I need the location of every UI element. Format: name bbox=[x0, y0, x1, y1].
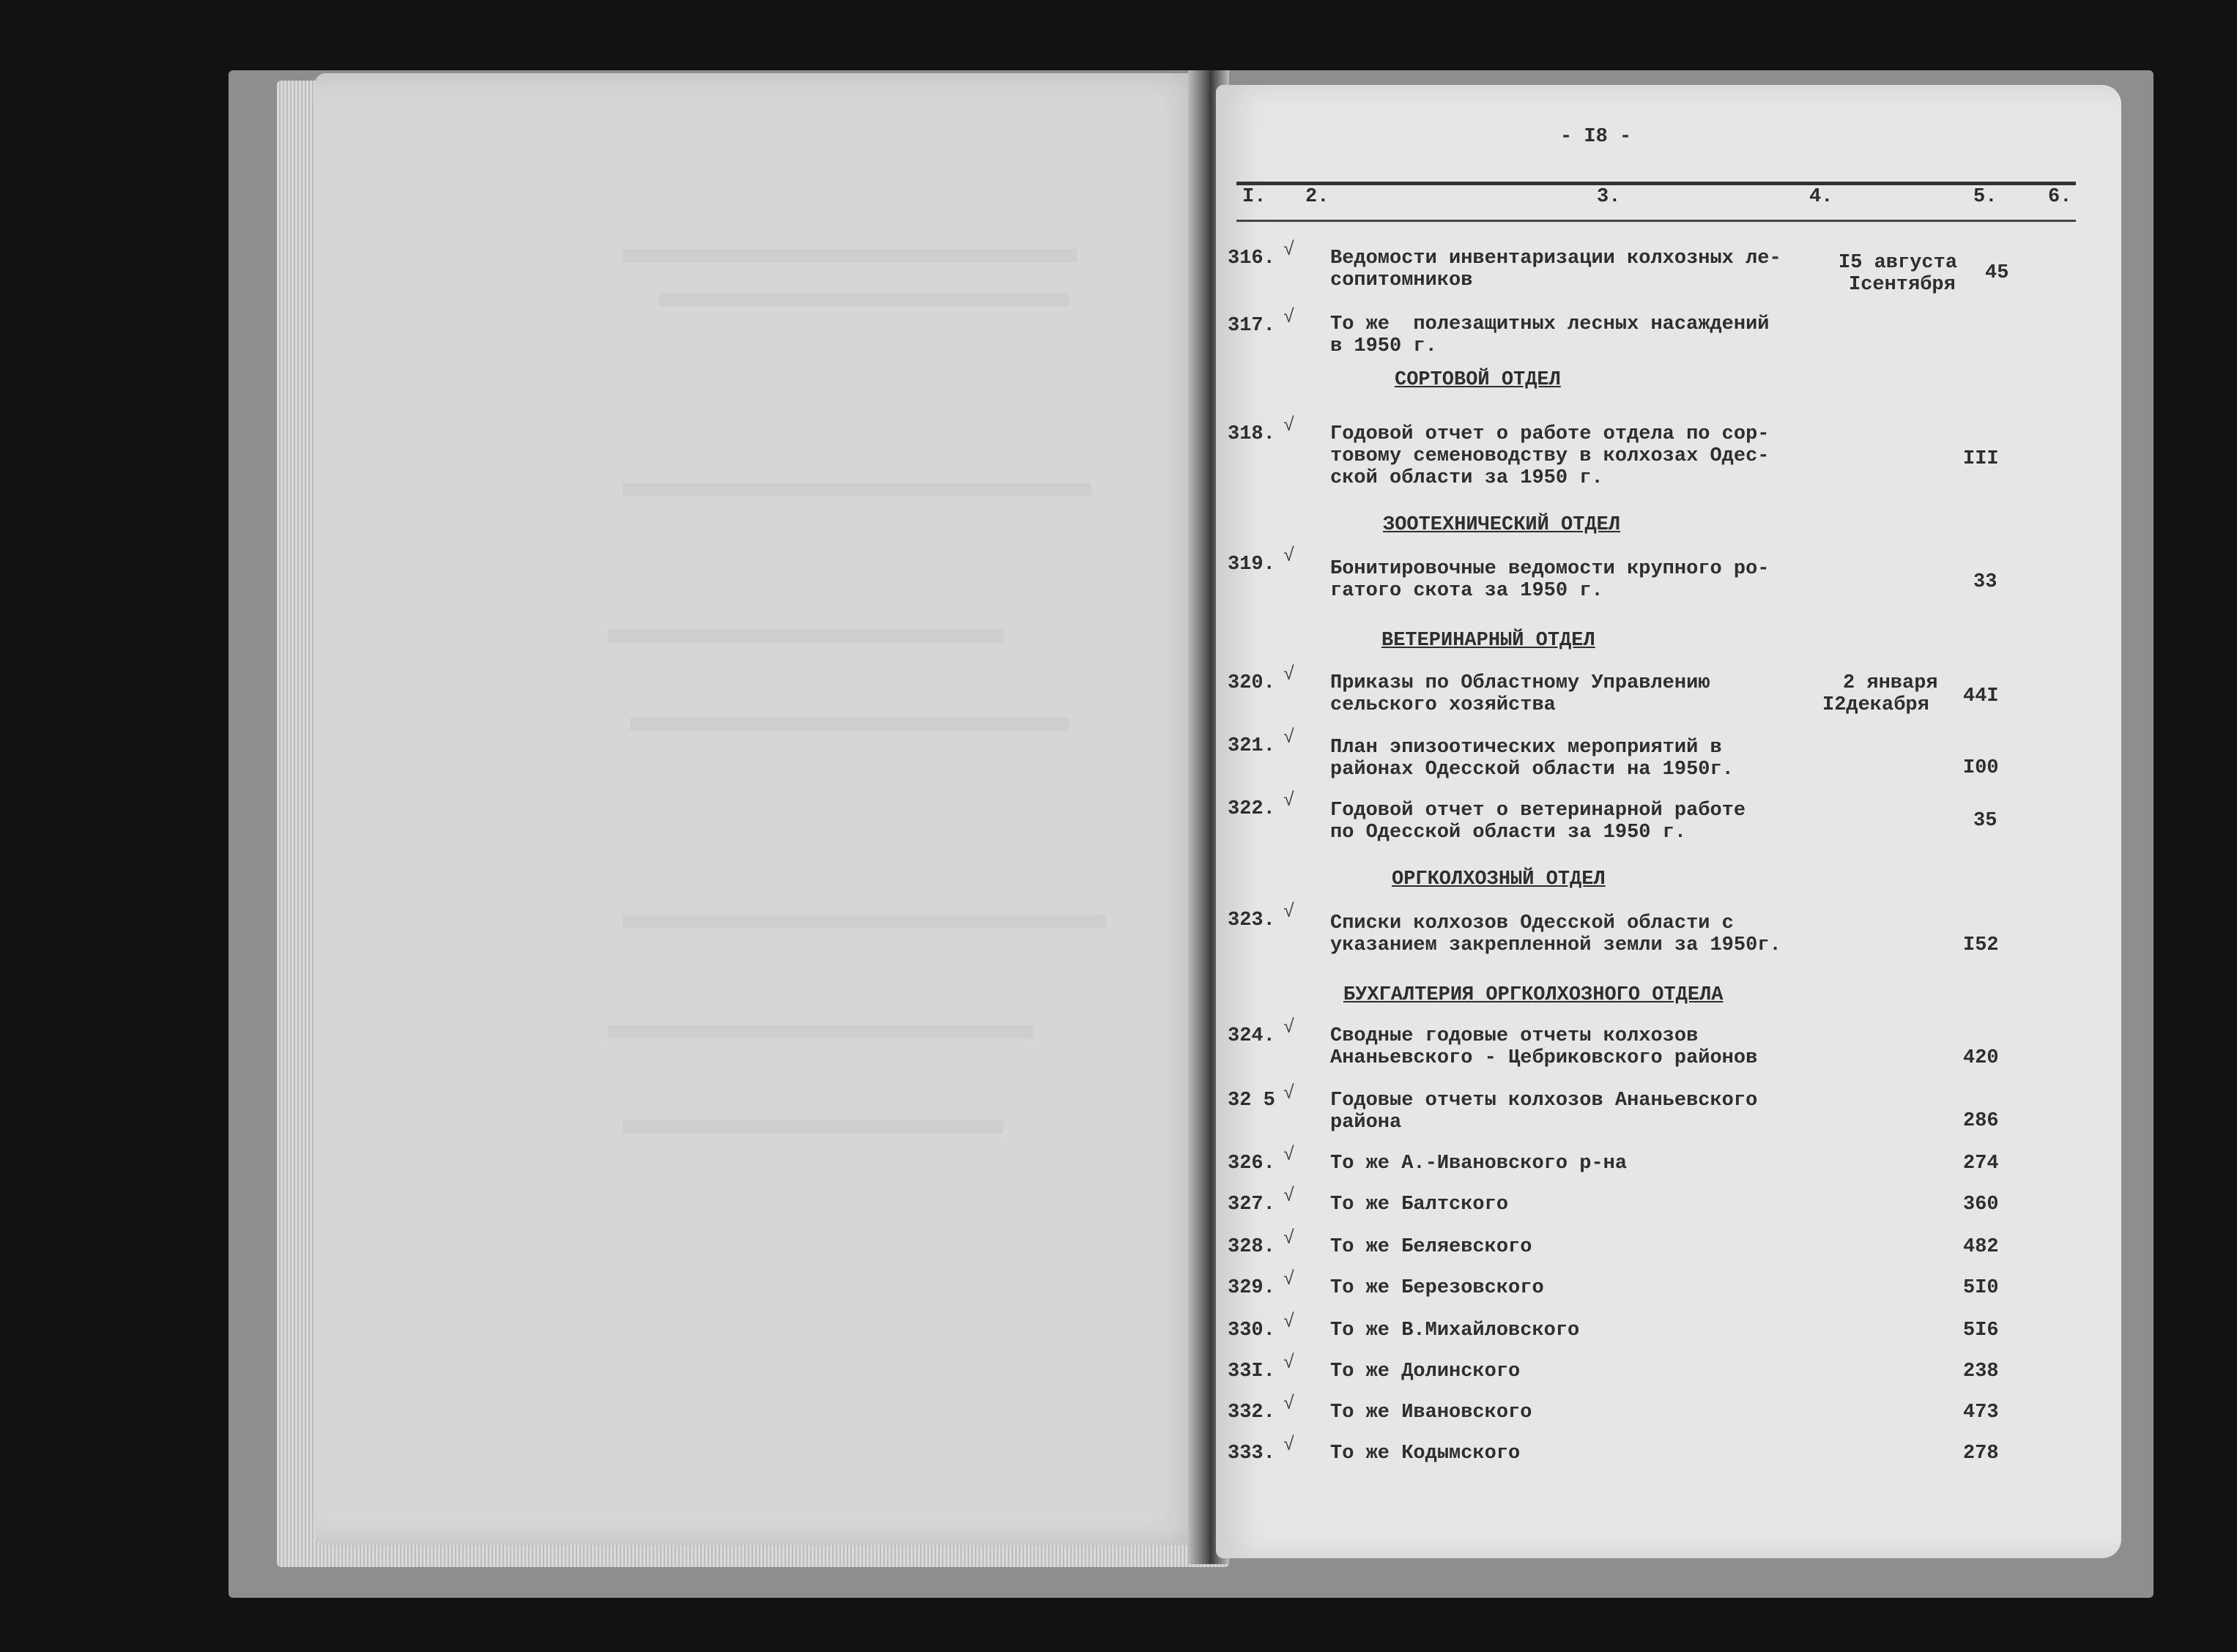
entry-text: То же Ивановского bbox=[1330, 1402, 1532, 1424]
entry-text: То же полезащитных лесных насаждений bbox=[1330, 313, 1770, 335]
entry-number: 333. bbox=[1228, 1443, 1275, 1465]
entry-count: 45 bbox=[1985, 262, 2009, 284]
entry-count: 5I6 bbox=[1963, 1320, 1999, 1342]
entry-count: 5I0 bbox=[1963, 1277, 1999, 1299]
entry-count: 238 bbox=[1963, 1361, 1999, 1383]
bleed-through-text bbox=[608, 1025, 1033, 1038]
entry-number: 32 5 bbox=[1228, 1090, 1275, 1112]
column-header: 2. bbox=[1305, 186, 1329, 208]
entry-number: 322. bbox=[1228, 798, 1275, 820]
check-mark: √ bbox=[1283, 545, 1295, 567]
column-header: 5. bbox=[1973, 186, 1997, 208]
entry-number: 323. bbox=[1228, 909, 1275, 931]
check-mark: √ bbox=[1283, 1311, 1295, 1333]
section-heading: ОРГКОЛХОЗНЫЙ ОТДЕЛ bbox=[1392, 868, 1606, 890]
entry-text: Годовой отчет о ветеринарной работе bbox=[1330, 800, 1746, 822]
entry-number: 328. bbox=[1228, 1236, 1275, 1258]
entry-count: I00 bbox=[1963, 757, 1999, 779]
check-mark: √ bbox=[1283, 663, 1295, 685]
entry-number: 330. bbox=[1228, 1320, 1275, 1342]
entry-count: 360 bbox=[1963, 1194, 1999, 1216]
entry-number: 320. bbox=[1228, 672, 1275, 694]
entry-text: Приказы по Областному Управлению bbox=[1330, 672, 1710, 694]
entry-number: 321. bbox=[1228, 735, 1275, 757]
entry-text: по Одесской области за 1950 г. bbox=[1330, 822, 1687, 844]
entry-text: Ананьевского - Цебриковского районов bbox=[1330, 1047, 1758, 1069]
check-mark: √ bbox=[1283, 1016, 1295, 1038]
bleed-through-text bbox=[623, 915, 1106, 929]
entry-text: То же Долинского bbox=[1330, 1361, 1521, 1383]
check-mark: √ bbox=[1283, 1082, 1295, 1104]
entry-text: товому семеноводству в колхозах Одес- bbox=[1330, 445, 1770, 467]
entry-text: района bbox=[1330, 1112, 1402, 1134]
entry-text: Ведомости инвентаризации колхозных ле- bbox=[1330, 248, 1781, 269]
column-header: 6. bbox=[2048, 186, 2072, 208]
entry-text: указанием закрепленной земли за 1950г. bbox=[1330, 934, 1781, 956]
entry-text: То же Беляевского bbox=[1330, 1236, 1532, 1258]
entry-text: Списки колхозов Одесской области с bbox=[1330, 912, 1734, 934]
page-number: - I8 - bbox=[1560, 126, 1632, 148]
entry-text: гатого скота за 1950 г. bbox=[1330, 580, 1603, 602]
entry-number: 316. bbox=[1228, 248, 1275, 269]
entry-count: 274 bbox=[1963, 1153, 1999, 1175]
entry-number: 319. bbox=[1228, 554, 1275, 576]
entry-number: 326. bbox=[1228, 1153, 1275, 1175]
entry-number: 318. bbox=[1228, 423, 1275, 445]
entry-number: 327. bbox=[1228, 1194, 1275, 1216]
section-heading: СОРТОВОЙ ОТДЕЛ bbox=[1395, 369, 1561, 391]
column-header: I. bbox=[1242, 186, 1266, 208]
header-rule-lower bbox=[1236, 220, 2076, 222]
header-rule bbox=[1236, 182, 2076, 185]
column-header: 4. bbox=[1809, 186, 1833, 208]
check-mark: √ bbox=[1283, 239, 1295, 261]
check-mark: √ bbox=[1283, 1434, 1295, 1456]
check-mark: √ bbox=[1283, 1393, 1295, 1415]
entry-text: сельского хозяйства bbox=[1330, 694, 1556, 716]
entry-text: То же А.-Ивановского р-на bbox=[1330, 1153, 1628, 1175]
bleed-through-text bbox=[630, 718, 1069, 731]
check-mark: √ bbox=[1283, 1352, 1295, 1374]
entry-text: Сводные годовые отчеты колхозов bbox=[1330, 1025, 1699, 1047]
entry-text: То же Балтского bbox=[1330, 1194, 1509, 1216]
section-heading: ВЕТЕРИНАРНЫЙ ОТДЕЛ bbox=[1381, 630, 1595, 652]
entry-text: ской области за 1950 г. bbox=[1330, 467, 1603, 489]
bleed-through-text bbox=[623, 249, 1077, 262]
entry-number: 332. bbox=[1228, 1402, 1275, 1424]
entry-count: I52 bbox=[1963, 934, 1999, 956]
check-mark: √ bbox=[1283, 1144, 1295, 1166]
check-mark: √ bbox=[1283, 1227, 1295, 1249]
column-header: 3. bbox=[1597, 186, 1621, 208]
entry-date: 2 января bbox=[1843, 672, 1938, 694]
entry-count: 33 bbox=[1973, 571, 1997, 593]
entry-count: 286 bbox=[1963, 1110, 1999, 1132]
entry-count: 278 bbox=[1963, 1443, 1999, 1465]
bleed-through-text bbox=[659, 293, 1069, 306]
entry-text: в 1950 г. bbox=[1330, 335, 1437, 357]
entry-text: сопитомников bbox=[1330, 269, 1473, 291]
entry-text: То же Березовского bbox=[1330, 1277, 1544, 1299]
section-heading: БУХГАЛТЕРИЯ ОРГКОЛХОЗНОГО ОТДЕЛА bbox=[1343, 984, 1724, 1006]
bleed-through-text bbox=[623, 483, 1091, 496]
check-mark: √ bbox=[1283, 1268, 1295, 1290]
check-mark: √ bbox=[1283, 726, 1295, 748]
entry-number: 324. bbox=[1228, 1025, 1275, 1047]
entry-count: 35 bbox=[1973, 810, 1997, 832]
entry-text: План эпизоотических мероприятий в bbox=[1330, 737, 1722, 759]
entry-number: 329. bbox=[1228, 1277, 1275, 1299]
entry-text: То же В.Михайловского bbox=[1330, 1320, 1580, 1342]
entry-date: I2декабря bbox=[1822, 694, 1929, 716]
entry-text: То же Кодымского bbox=[1330, 1443, 1521, 1465]
entry-count: III bbox=[1963, 448, 1999, 470]
bleed-through-text bbox=[623, 1120, 1004, 1134]
entry-count: 473 bbox=[1963, 1402, 1999, 1424]
entry-text: Годовой отчет о работе отдела по сор- bbox=[1330, 423, 1770, 445]
entry-count: 420 bbox=[1963, 1047, 1999, 1069]
entry-text: Годовые отчеты колхозов Ананьевского bbox=[1330, 1090, 1758, 1112]
check-mark: √ bbox=[1283, 789, 1295, 811]
entry-date: I5 августа bbox=[1839, 252, 1958, 274]
check-mark: √ bbox=[1283, 1185, 1295, 1207]
entry-count: 44I bbox=[1963, 685, 1999, 707]
entry-date: Iсентября bbox=[1849, 274, 1956, 296]
check-mark: √ bbox=[1283, 414, 1295, 436]
entry-number: 317. bbox=[1228, 315, 1275, 337]
check-mark: √ bbox=[1283, 901, 1295, 923]
check-mark: √ bbox=[1283, 306, 1295, 328]
entry-number: 33I. bbox=[1228, 1361, 1275, 1383]
entry-text: районах Одесской области на 1950г. bbox=[1330, 759, 1734, 781]
bleed-through-text bbox=[608, 630, 1004, 643]
left-page-blank bbox=[315, 73, 1209, 1545]
entry-text: Бонитировочные ведомости крупного ро- bbox=[1330, 558, 1770, 580]
section-heading: ЗООТЕХНИЧЕСКИЙ ОТДЕЛ bbox=[1383, 514, 1621, 536]
entry-count: 482 bbox=[1963, 1236, 1999, 1258]
